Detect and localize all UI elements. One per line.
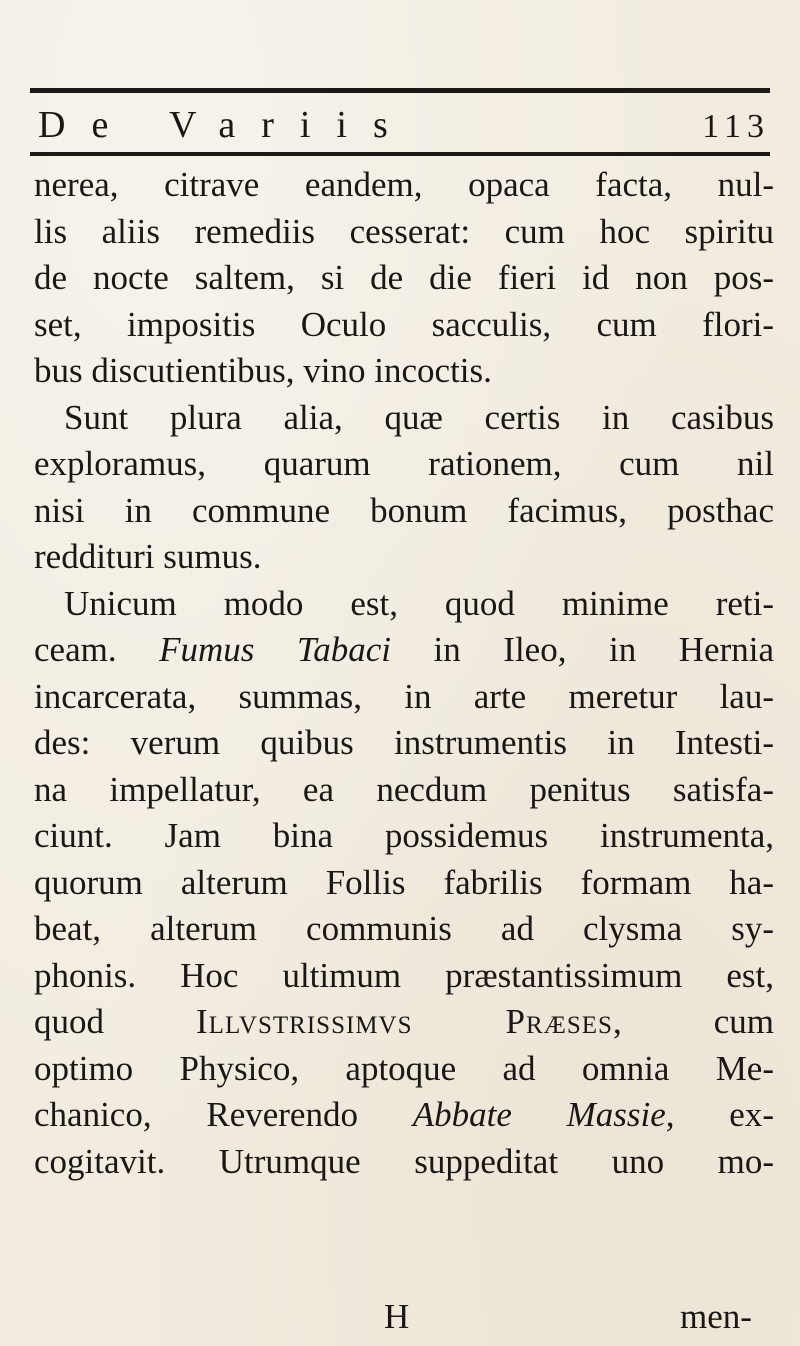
text-segment: chanico, Reverendo (34, 1095, 358, 1134)
text-line (34, 627, 774, 674)
text-line: nisi in commune bonum facimus, posthac (34, 490, 774, 530)
paragraph-first-line: Unicum modo est, quod minime reti- (64, 583, 774, 623)
text-line (34, 999, 774, 1046)
small-caps-phrase: Illvstrissimvs Præses (196, 1002, 613, 1041)
header-rule-bottom (30, 152, 770, 156)
text-segment: , cum (612, 1002, 775, 1041)
text-line: bus discutientibus, vino incoctis. (34, 351, 492, 390)
body-text (34, 162, 774, 1185)
signature-mark: H (384, 1297, 410, 1336)
text-line: na impellatur, ea necdum penitus satisfa- (34, 769, 774, 809)
text-line: exploramus, quarum rationem, cum nil (34, 444, 774, 483)
text-line: incarcerata, summas, in arte meretur lau- (34, 676, 774, 716)
text-line: beat, alterum communis ad clysma sy- (34, 909, 774, 948)
page-number: 113 (702, 108, 770, 145)
text-line: lis aliis remediis cesserat: cum hoc spiritu (34, 211, 774, 251)
text-line: de nocte saltem, si de die fieri id non pos- (34, 258, 774, 297)
text-line: phonis. Hoc ultimum præstantissimum est, (34, 955, 774, 995)
text-segment: , ex- (665, 1095, 774, 1134)
text-line: nerea, citrave eandem, opaca facta, nul- (34, 165, 774, 204)
text-line: set, impositis Oculo sacculis, cum flori- (34, 304, 774, 344)
text-segment: quod (34, 1002, 104, 1041)
running-title: De Variis (38, 104, 414, 146)
text-line (34, 1092, 774, 1139)
running-header (38, 100, 770, 150)
text-line: cogitavit. Utrumque suppeditat uno mo- (34, 1141, 774, 1181)
text-line: quorum alterum Follis fabrilis formam ha- (34, 862, 774, 902)
text-segment: ceam. (34, 630, 117, 669)
header-rule-top (30, 88, 770, 93)
text-line: des: verum quibus instrumentis in Intesti- (34, 723, 774, 762)
text-segment: in Ileo, in Hernia (433, 630, 774, 669)
italic-phrase: Fumus Tabaci (159, 630, 391, 669)
footer-line (0, 1294, 800, 1340)
text-line: reddituri sumus. (34, 537, 262, 576)
paragraph-first-line: Sunt plura alia, quæ certis in casibus (64, 397, 774, 437)
italic-phrase: Abbate Massie (412, 1095, 666, 1134)
catchword: men- (680, 1297, 752, 1336)
text-line: optimo Physico, aptoque ad omnia Me- (34, 1048, 774, 1088)
text-line: ciunt. Jam bina possidemus instrumenta, (34, 816, 774, 855)
